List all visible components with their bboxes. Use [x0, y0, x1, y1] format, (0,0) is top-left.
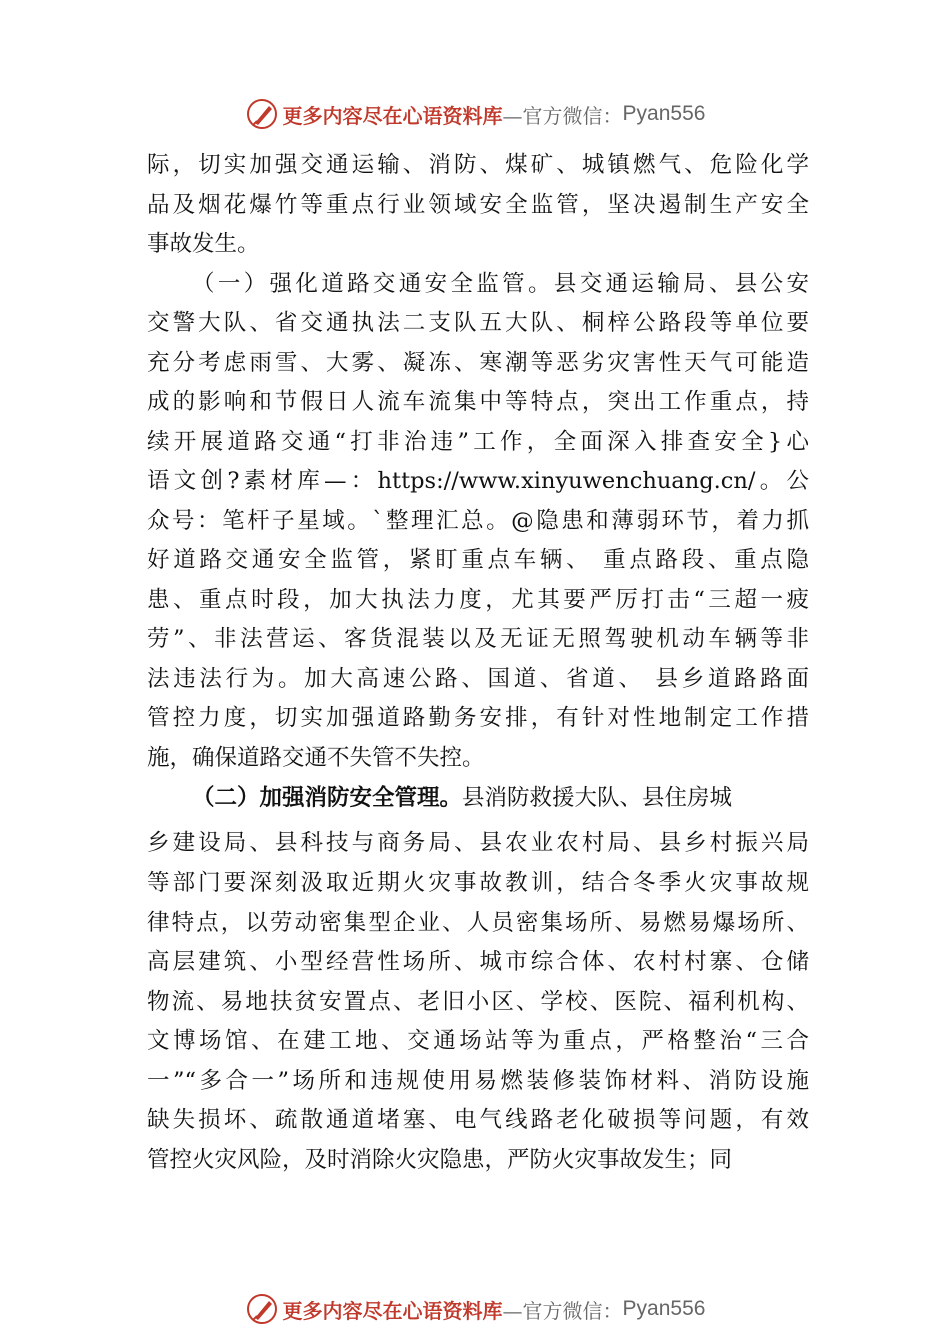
text-line: 好道路交通安全监管，紧盯重点车辆、 重点路段、重点隐 — [147, 547, 809, 573]
footer-banner — [0, 1289, 950, 1329]
text-line: 法违法行为。加大高速公路、国道、省道、 县乡道路路面 — [147, 665, 809, 692]
text-line: 成的影响和节假日人流车流集中等特点，突出工作重点，持 — [147, 389, 809, 415]
section-1-first-line-text: 县交通运输局、县公安 — [553, 270, 809, 297]
text-line: 充分考虑雨雪、大雾、凝冻、寒潮等恶劣灾害性天气可能造 — [147, 349, 809, 376]
pen-logo-icon — [245, 97, 279, 131]
section-1-heading: （一）强化道路交通安全监管。 — [192, 270, 554, 297]
banner-wechat-label: —官方微信： — [502, 1298, 623, 1323]
text-line: 语文创?素材库—：https://www.xinyuwenchuang.cn/。公 — [147, 468, 809, 494]
text-line: 高层建筑、小型经营性场所、城市综合体、农村村寨、仓储 — [147, 949, 809, 975]
banner-wechat-label: —官方微信： — [502, 103, 623, 128]
section-2-heading: （二）加强消防安全管理。 — [192, 785, 463, 811]
text-line: 品及烟花爆竹等重点行业领域安全监管，坚决遏制生产安全 — [147, 191, 809, 218]
section-2-first-line — [147, 778, 809, 820]
banner-title: 更多内容尽在心语资料库 — [282, 103, 503, 128]
text-line: 文博场馆、在建工地、交通场站等为重点，严格整治“三合 — [147, 1028, 809, 1054]
text-line: 等部门要深刻汲取近期火灾事故教训，结合冬季火灾事故规 — [147, 870, 809, 896]
text-line: 际，切实加强交通运输、消防、煤矿、城镇燃气、危险化学 — [147, 152, 809, 178]
header-banner — [0, 94, 950, 134]
banner-title: 更多内容尽在心语资料库 — [282, 1298, 503, 1323]
text-line: 劳”、非法营运、客货混装以及无证无照驾驶机动车辆等非 — [147, 626, 809, 652]
text-line: 众号：笔杆子星域。`整理汇总。@隐患和薄弱环节，着力抓 — [147, 507, 809, 534]
text-line: 缺失损坏、疏散通道堵塞、电气线路老化破损等问题，有效 — [147, 1107, 809, 1133]
text-line: 律特点，以劳动密集型企业、人员密集场所、易燃易爆场所、 — [147, 909, 809, 936]
text-line: 管控火灾风险，及时消除火灾隐患，严防火灾事故发生；同 — [147, 1146, 733, 1173]
text-line: 续开展道路交通“打非治违”工作，全面深入排查安全}心 — [147, 428, 809, 455]
text-line: 物流、易地扶贫安置点、老旧小区、学校、医院、福利机构、 — [147, 988, 809, 1015]
banner-wechat-id: Pyan556 — [622, 102, 706, 125]
banner-wechat-id: Pyan556 — [622, 1297, 706, 1320]
text-line: 患、重点时段，加大执法力度，尤其要严厉打击“三超一疲 — [147, 586, 809, 613]
text-line: 管控力度，切实加强道路勤务安排，有针对性地制定工作措 — [147, 705, 809, 731]
text-line: 一”“多合一”场所和违规使用易燃装修装饰材料、消防设施 — [147, 1067, 809, 1094]
text-line: 交警大队、省交通执法二支队五大队、桐梓公路段等单位要 — [147, 310, 809, 336]
text-line: 乡建设局、县科技与商务局、县农业农村局、县乡村振兴局 — [147, 830, 809, 856]
document-body — [147, 146, 809, 1180]
section-1-first-line — [147, 265, 809, 305]
text-line: 施，确保道路交通不失管不失控。 — [147, 744, 485, 771]
text-line: 事故发生。 — [147, 231, 260, 257]
section-2-first-line-text: 县消防救援大队、县住房城 — [462, 785, 733, 811]
pen-logo-icon — [245, 1292, 279, 1326]
